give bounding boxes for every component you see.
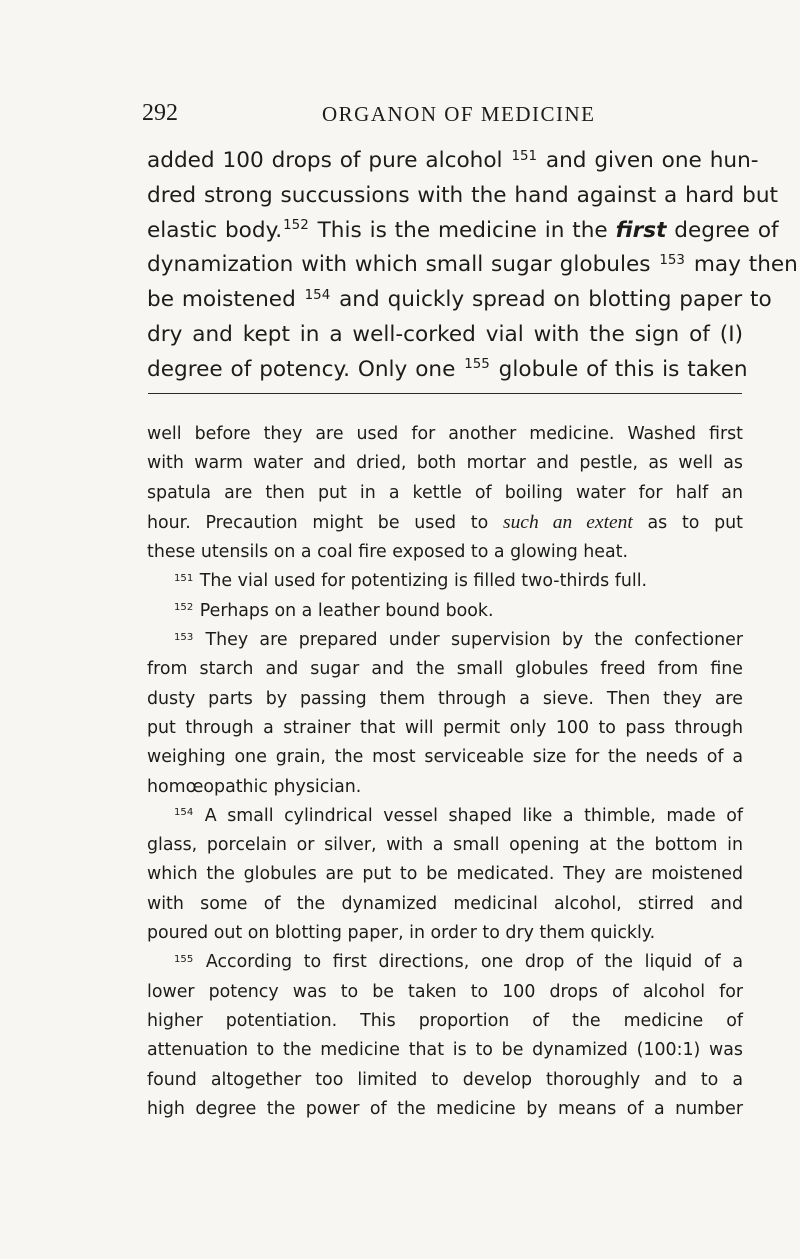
text-run: This is the medicine in the bbox=[317, 217, 608, 243]
text-run: may then bbox=[693, 252, 798, 278]
footnote-153 bbox=[147, 626, 743, 655]
note-cont-line: with warm water and dried, both mortar and pestle, as well as bbox=[147, 453, 743, 474]
text-run: hour. Precaution might be used to bbox=[147, 512, 489, 533]
note-cont-line: these utensils on a coal fire exposed to a glowing heat. bbox=[147, 542, 628, 563]
footnote-number: 152 bbox=[174, 602, 194, 614]
page-number: 292 bbox=[142, 100, 178, 126]
text-run: added 100 drops of pure alcohol bbox=[147, 148, 503, 173]
text-run: degree of potency. Only one bbox=[147, 356, 456, 382]
text-run: Perhaps on a leather bound book. bbox=[199, 600, 494, 621]
footnote-ref-153: 153 bbox=[659, 253, 685, 269]
footnotes bbox=[147, 420, 743, 1124]
running-title: ORGANON OF MEDICINE bbox=[322, 102, 596, 126]
note-line: high degree the power of the medicine by means of a number bbox=[147, 1098, 743, 1119]
note-cont-line: spatula are then put in a kettle of boiling water for half an bbox=[147, 482, 743, 503]
footnote-155 bbox=[147, 948, 743, 977]
body-line-1 bbox=[147, 144, 759, 179]
note-cont-line bbox=[147, 508, 743, 538]
body-line-6: dry and kept in a well-corked vial with the sign of (I) bbox=[147, 321, 743, 347]
footnote-ref-154: 154 bbox=[304, 287, 331, 303]
footnote-number: 153 bbox=[174, 631, 194, 643]
footnote-154 bbox=[147, 802, 743, 831]
footnote-ref-152: 152 bbox=[283, 218, 309, 234]
body-line-4 bbox=[147, 248, 798, 283]
body-text bbox=[147, 144, 798, 388]
body-line-7 bbox=[147, 353, 748, 388]
note-line: weighing one grain, the most serviceable size for the needs of a bbox=[147, 747, 743, 768]
text-run: The vial used for potentizing is filled two-thirds full. bbox=[199, 571, 648, 592]
text-run: as to put bbox=[647, 512, 744, 533]
text-run: and given one hun- bbox=[545, 148, 759, 173]
body-line-3 bbox=[147, 214, 779, 249]
text-run: They are prepared under supervision by the confectioner bbox=[205, 630, 743, 651]
footnote-ref-151: 151 bbox=[511, 148, 537, 164]
footnote-number: 151 bbox=[174, 572, 194, 584]
emphasis-first: first bbox=[615, 217, 667, 243]
note-line: poured out on blotting paper, in order to dry them quickly. bbox=[147, 923, 656, 944]
note-line: with some of the dynamized medicinal alcohol, stirred and bbox=[147, 893, 743, 914]
text-run: be moistened bbox=[147, 287, 296, 313]
note-line: put through a strainer that will permit only 100 to pass through bbox=[147, 717, 743, 738]
note-cont-line: well before they are used for another medicine. Washed first bbox=[147, 424, 743, 444]
footnote-divider bbox=[148, 393, 742, 394]
note-line: attenuation to the medicine that is to be dynamized (100:1) was bbox=[147, 1040, 743, 1061]
body-line-2: dred strong succussions with the hand against a hard but bbox=[147, 182, 778, 208]
footnote-ref-155: 155 bbox=[464, 357, 490, 373]
footnote-151 bbox=[147, 567, 743, 596]
footnote-number: 154 bbox=[174, 807, 194, 819]
text-run: A small cylindrical vessel shaped like a thimble, made of bbox=[204, 805, 743, 826]
note-line: dusty parts by passing them through a sieve. Then they are bbox=[147, 688, 743, 709]
emphasis-such-an-extent: such an extent bbox=[503, 511, 633, 533]
note-line: found altogether too limited to develop thoroughly and to a bbox=[147, 1069, 743, 1090]
note-line: which the globules are put to be medicated. They are moistened bbox=[147, 864, 743, 885]
note-line: homœopathic physician. bbox=[147, 776, 362, 797]
note-line: higher potentiation. This proportion of the medicine of bbox=[147, 1010, 743, 1031]
text-run: According to first directions, one drop of the liquid of a bbox=[205, 952, 743, 973]
text-run: elastic body. bbox=[147, 217, 283, 243]
text-run: dynamization with which small sugar globules bbox=[147, 252, 651, 278]
note-line: glass, porcelain or silver, with a small opening at the bottom in bbox=[147, 835, 743, 856]
note-line: from starch and sugar and the small globules freed from fine bbox=[147, 659, 743, 680]
text-run: degree of bbox=[674, 217, 779, 243]
note-line: lower potency was to be taken to 100 drops of alcohol for bbox=[147, 981, 743, 1002]
text-run: and quickly spread on blotting paper to bbox=[339, 287, 772, 313]
footnote-152 bbox=[147, 597, 743, 626]
text-run: globule of this is taken bbox=[498, 356, 748, 382]
footnote-number: 155 bbox=[174, 953, 194, 965]
body-line-5 bbox=[147, 283, 772, 318]
